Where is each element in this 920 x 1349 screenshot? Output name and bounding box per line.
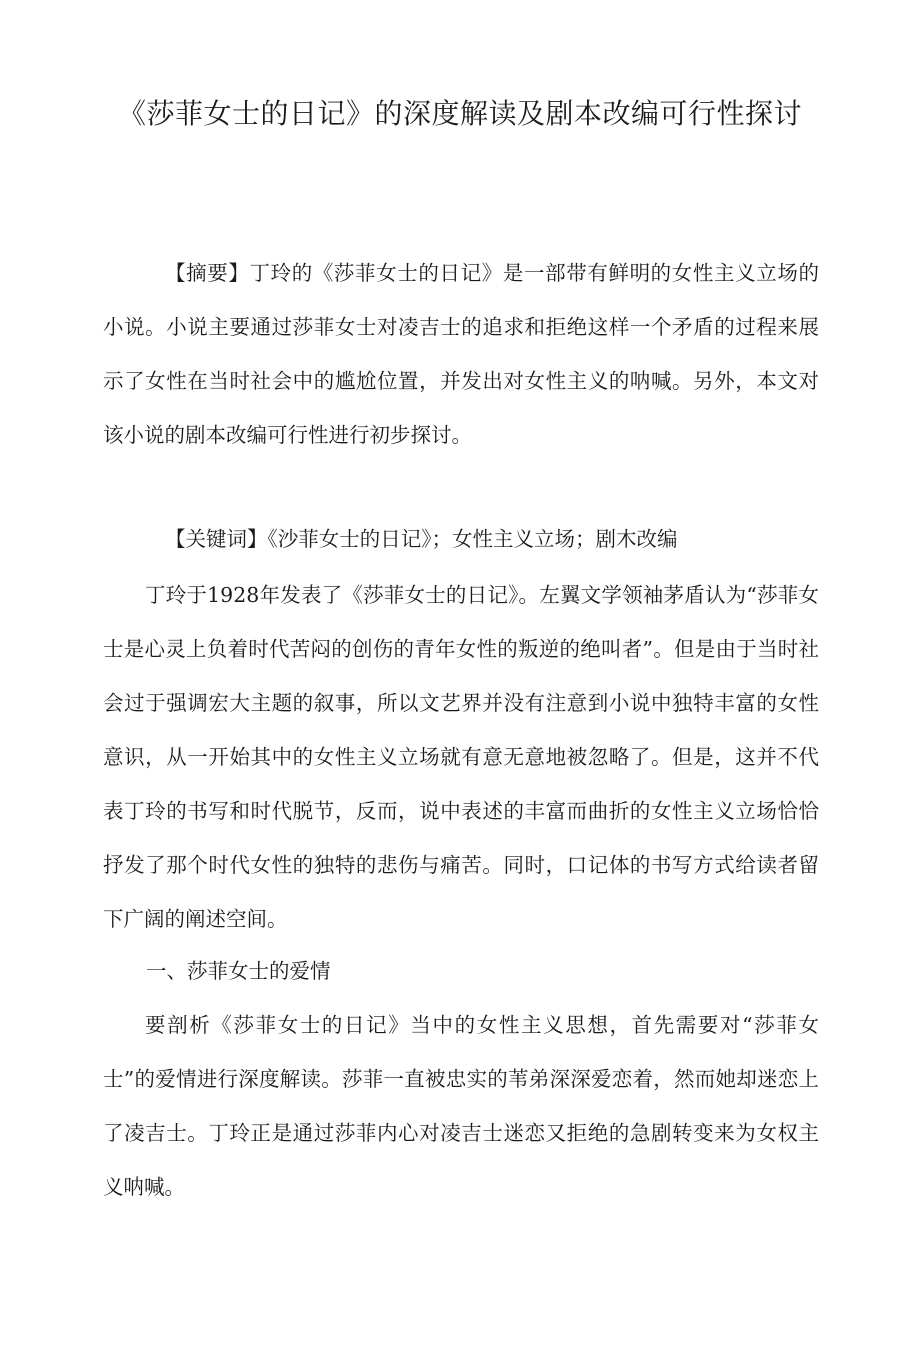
body-paragraph: 要剖析《莎菲女士的日记》当中的女性主义思想，首先需要对“莎菲女士”的爱情进行深度解读。莎菲一直被忠实的苇弟深深爱恋着，然而她却迷恋上了凌吉士。丁玲正是通过莎菲内心对凌吉士迷恋又拒绝的急剧转变来为女权主义呐喊。 — [103, 1013, 819, 1199]
body-paragraph: 丁玲于1928年发表了《莎菲女士的日记》。左翼文学领袖茅盾认为“莎菲女士是心灵上负着时代苦闷的创伤的青年女性的叛逆的绝叫者”。但是由于当时社会过于强调宏大主题的叙事，所以文艺界并没有注意到小说中独特丰富的女性意识，从一开始其中的女性主义立场就有意无意地被忽略了。但是，这并不代表丁玲的书写和时代脱节，反而，说中表述的丰富而曲折的女性主义立场恰恰抒发了那个时代女性的独特的悲伤与痛苦。同时，口记体的书写方式给读者留下广阔的阐述空间。 — [103, 583, 819, 931]
abstract-paragraph: 【摘要】丁玲的《莎菲女士的日记》是一部带有鲜明的女性主义立场的小说。小说主要通过莎菲女士对凌吉士的追求和拒绝这样一个矛盾的过程来展示了女性在当时社会中的尴尬位置，并发出对女性主义的呐喊。另外，本文对该小说的剧本改编可行性进行初步探讨。 — [103, 261, 819, 447]
keywords-line: 【关键词】《沙菲女士的日记》；女性主义立场；剧木改编 — [165, 527, 678, 551]
document-title: 《莎菲女士的日记》的深度解读及剧本改编可行性探讨 — [117, 97, 802, 130]
section-heading: 一、莎菲女士的爱情 — [146, 959, 331, 983]
